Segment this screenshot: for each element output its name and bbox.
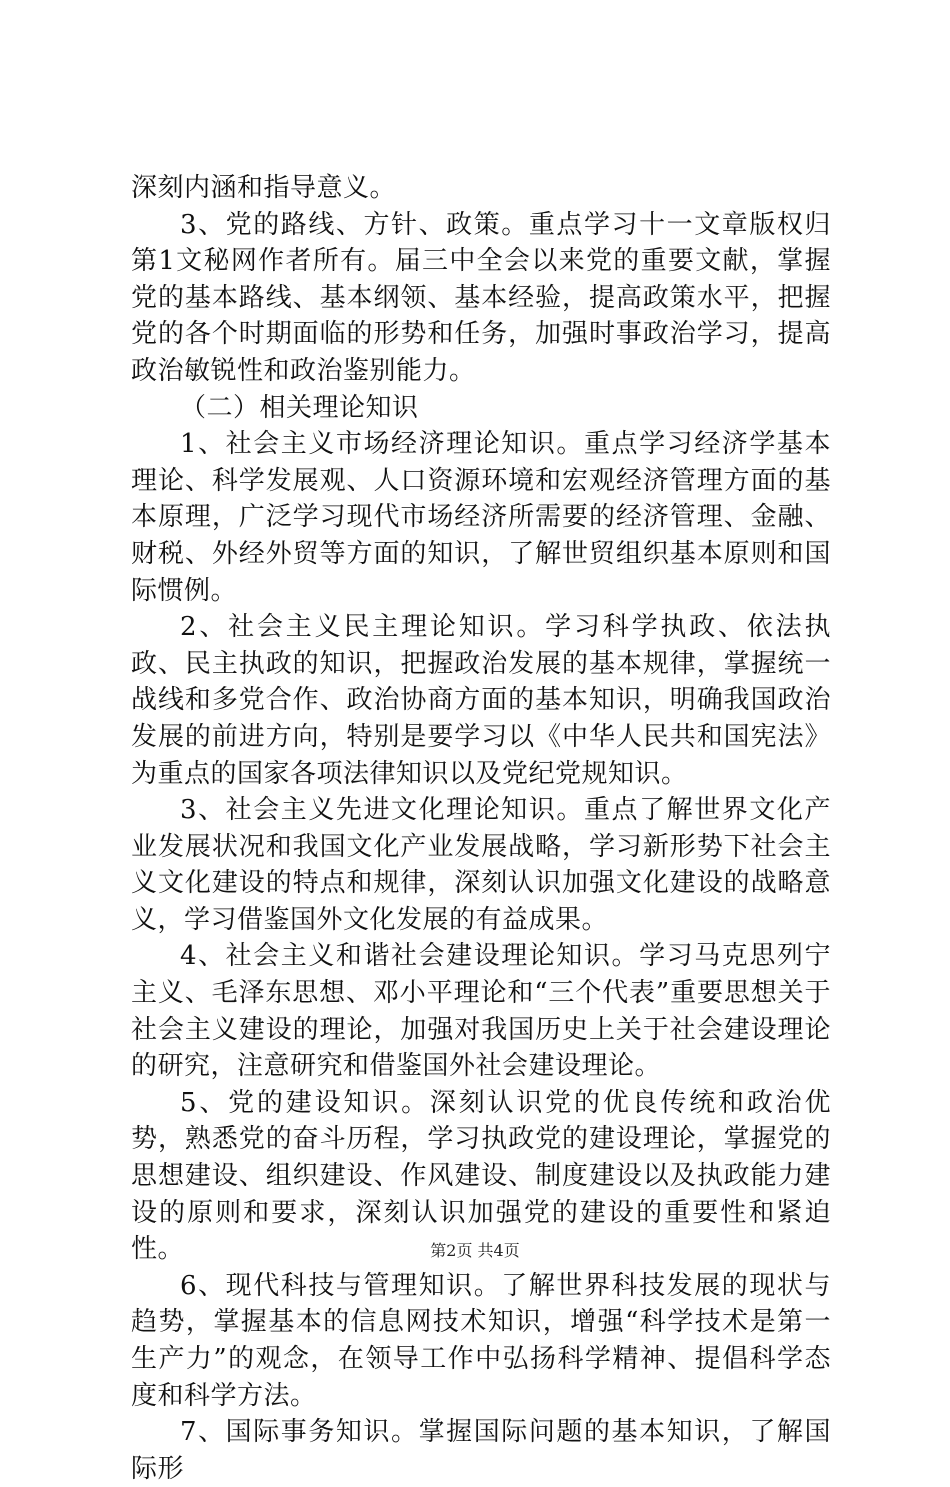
paragraph-party-building: 5、党的建设知识。深刻认识党的优良传统和政治优势，熟悉党的奋斗历程，学习执政党的建设理论，掌握党的思想建设、组织建设、作风建设、制度建设以及执政能力建设的原则和要求，深刻认识加强党的建设的重要性和紧迫性。: [131, 1087, 831, 1265]
paragraph-democracy: 2、社会主义民主理论知识。学习科学执政、依法执政、民主执政的知识，把握政治发展的基本规律，掌握统一战线和多党合作、政治协商方面的基本知识，明确我国政治发展的前进方向，特别是要学习以《中华人民共和国宪法》为重点的国家各项法律知识以及党纪党规知识。: [131, 612, 831, 789]
section-heading-theory: （二）相关理论知识: [180, 392, 419, 423]
paragraph-party-line: 3、党的路线、方针、政策。重点学习十一文章版权归第1文秘网作者所有。届三中全会以来党的重要文献，掌握党的基本路线、基本纲领、基本经验，提高政策水平，把握党的各个时期面临的形势和任务，加强时事政治学习，提高政治敏锐性和政治鉴别能力。: [131, 209, 831, 386]
document-body: [131, 170, 831, 1487]
paragraph-science-tech: 6、现代科技与管理知识。了解世界科技发展的现状与趋势，掌握基本的信息网技术知识，增强“科学技术是第一生产力”的观念，在领导工作中弘扬科学精神、提倡科学态度和科学方法。: [131, 1270, 831, 1411]
paragraph-market-economy: 1、社会主义市场经济理论知识。重点学习经济学基本理论、科学发展观、人口资源环境和宏观经济管理方面的基本原理，广泛学习现代市场经济所需要的经济管理、金融、财税、外经外贸等方面的知识，了解世贸组织基本原则和国际惯例。: [131, 429, 831, 606]
paragraph-culture: 3、社会主义先进文化理论知识。重点了解世界文化产业发展状况和我国文化产业发展战略，学习新形势下社会主义文化建设的特点和规律，深刻认识加强文化建设的战略意义，学习借鉴国外文化发展的有益成果。: [131, 795, 831, 935]
page-number-footer: 第2页 共4页: [430, 1241, 520, 1260]
paragraph-international-affairs: 7、国际事务知识。掌握国际问题的基本知识，了解国际形: [131, 1417, 831, 1484]
paragraph-continuation: 深刻内涵和指导意义。: [131, 173, 397, 203]
paragraph-harmonious-society: 4、社会主义和谐社会建设理论知识。学习马克思列宁主义、毛泽东思想、邓小平理论和“三个代表”重要思想关于社会主义建设的理论，加强对我国历史上关于社会建设理论的研究，注意研究和借鉴国外社会建设理论。: [131, 941, 831, 1082]
